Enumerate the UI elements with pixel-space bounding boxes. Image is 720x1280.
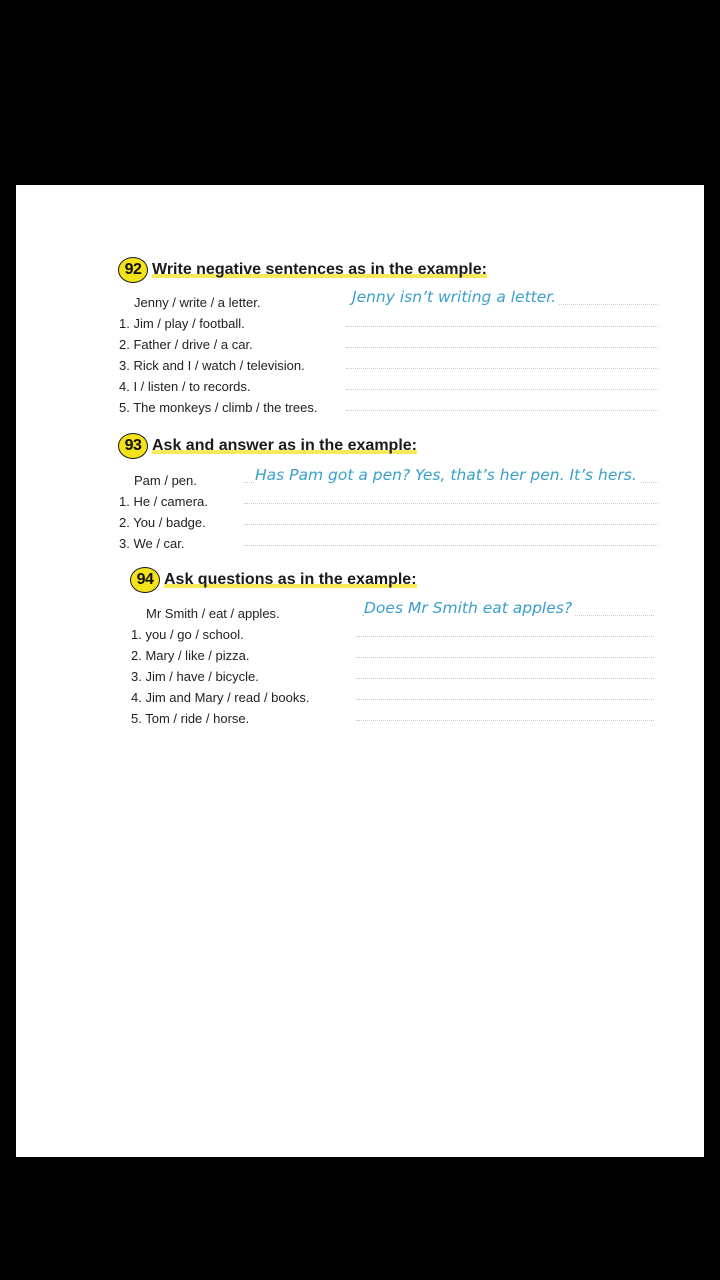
exercise-header [118,255,487,285]
answer-line[interactable] [346,346,658,348]
example-row [134,468,197,488]
list-item: 2. Mary / like / pizza. [131,648,250,663]
answer-line[interactable] [244,544,658,546]
answer-line[interactable] [356,677,654,679]
example-row [134,290,260,310]
exercise-title: Ask questions as in the example: [164,571,417,588]
list-item: 3. Jim / have / bicycle. [131,669,259,684]
answer-line[interactable] [346,367,658,369]
list-item: 1. Jim / play / football. [119,316,245,331]
exercise-number-badge: 94 [130,567,160,593]
list-item: 4. I / listen / to records. [119,379,251,394]
list-item: 3. Rick and I / watch / television. [119,358,305,373]
answer-line[interactable] [244,523,658,525]
example-prompt: Mr Smith / eat / apples. [146,606,280,621]
workbook-page [16,185,704,1157]
example-prompt: Pam / pen. [134,473,197,488]
answer-line[interactable] [356,719,654,721]
answer-line[interactable] [356,698,654,700]
answer-line[interactable] [356,635,654,637]
list-item: 2. Father / drive / a car. [119,337,253,352]
list-item: 5. Tom / ride / horse. [131,711,250,726]
list-item: 1. He / camera. [119,494,208,509]
answer-line[interactable] [356,656,654,658]
list-item: 5. The monkeys / climb / the trees. [119,400,318,415]
exercise-number-badge: 92 [118,257,148,283]
list-item: 4. Jim and Mary / read / books. [131,690,310,705]
answer-line[interactable] [346,388,658,390]
example-row [146,601,280,621]
exercise-number-badge: 93 [118,433,148,459]
list-item: 1. you / go / school. [131,627,244,642]
list-item: 3. We / car. [119,536,185,551]
exercise-title: Write negative sentences as in the example: [152,261,487,278]
example-answer: Does Mr Smith eat apples? [364,599,575,617]
exercise-header [130,565,417,595]
answer-line[interactable] [346,409,658,411]
list-item: 2. You / badge. [119,515,206,530]
example-answer: Jenny isn’t writing a letter. [352,288,559,306]
answer-line[interactable] [346,325,658,327]
exercise-title: Ask and answer as in the example: [152,437,417,454]
example-prompt: Jenny / write / a letter. [134,295,261,310]
example-answer: Has Pam got a pen? Yes, that’s her pen. It’s hers. [255,466,640,484]
answer-line[interactable] [244,502,658,504]
exercise-header [118,431,417,461]
